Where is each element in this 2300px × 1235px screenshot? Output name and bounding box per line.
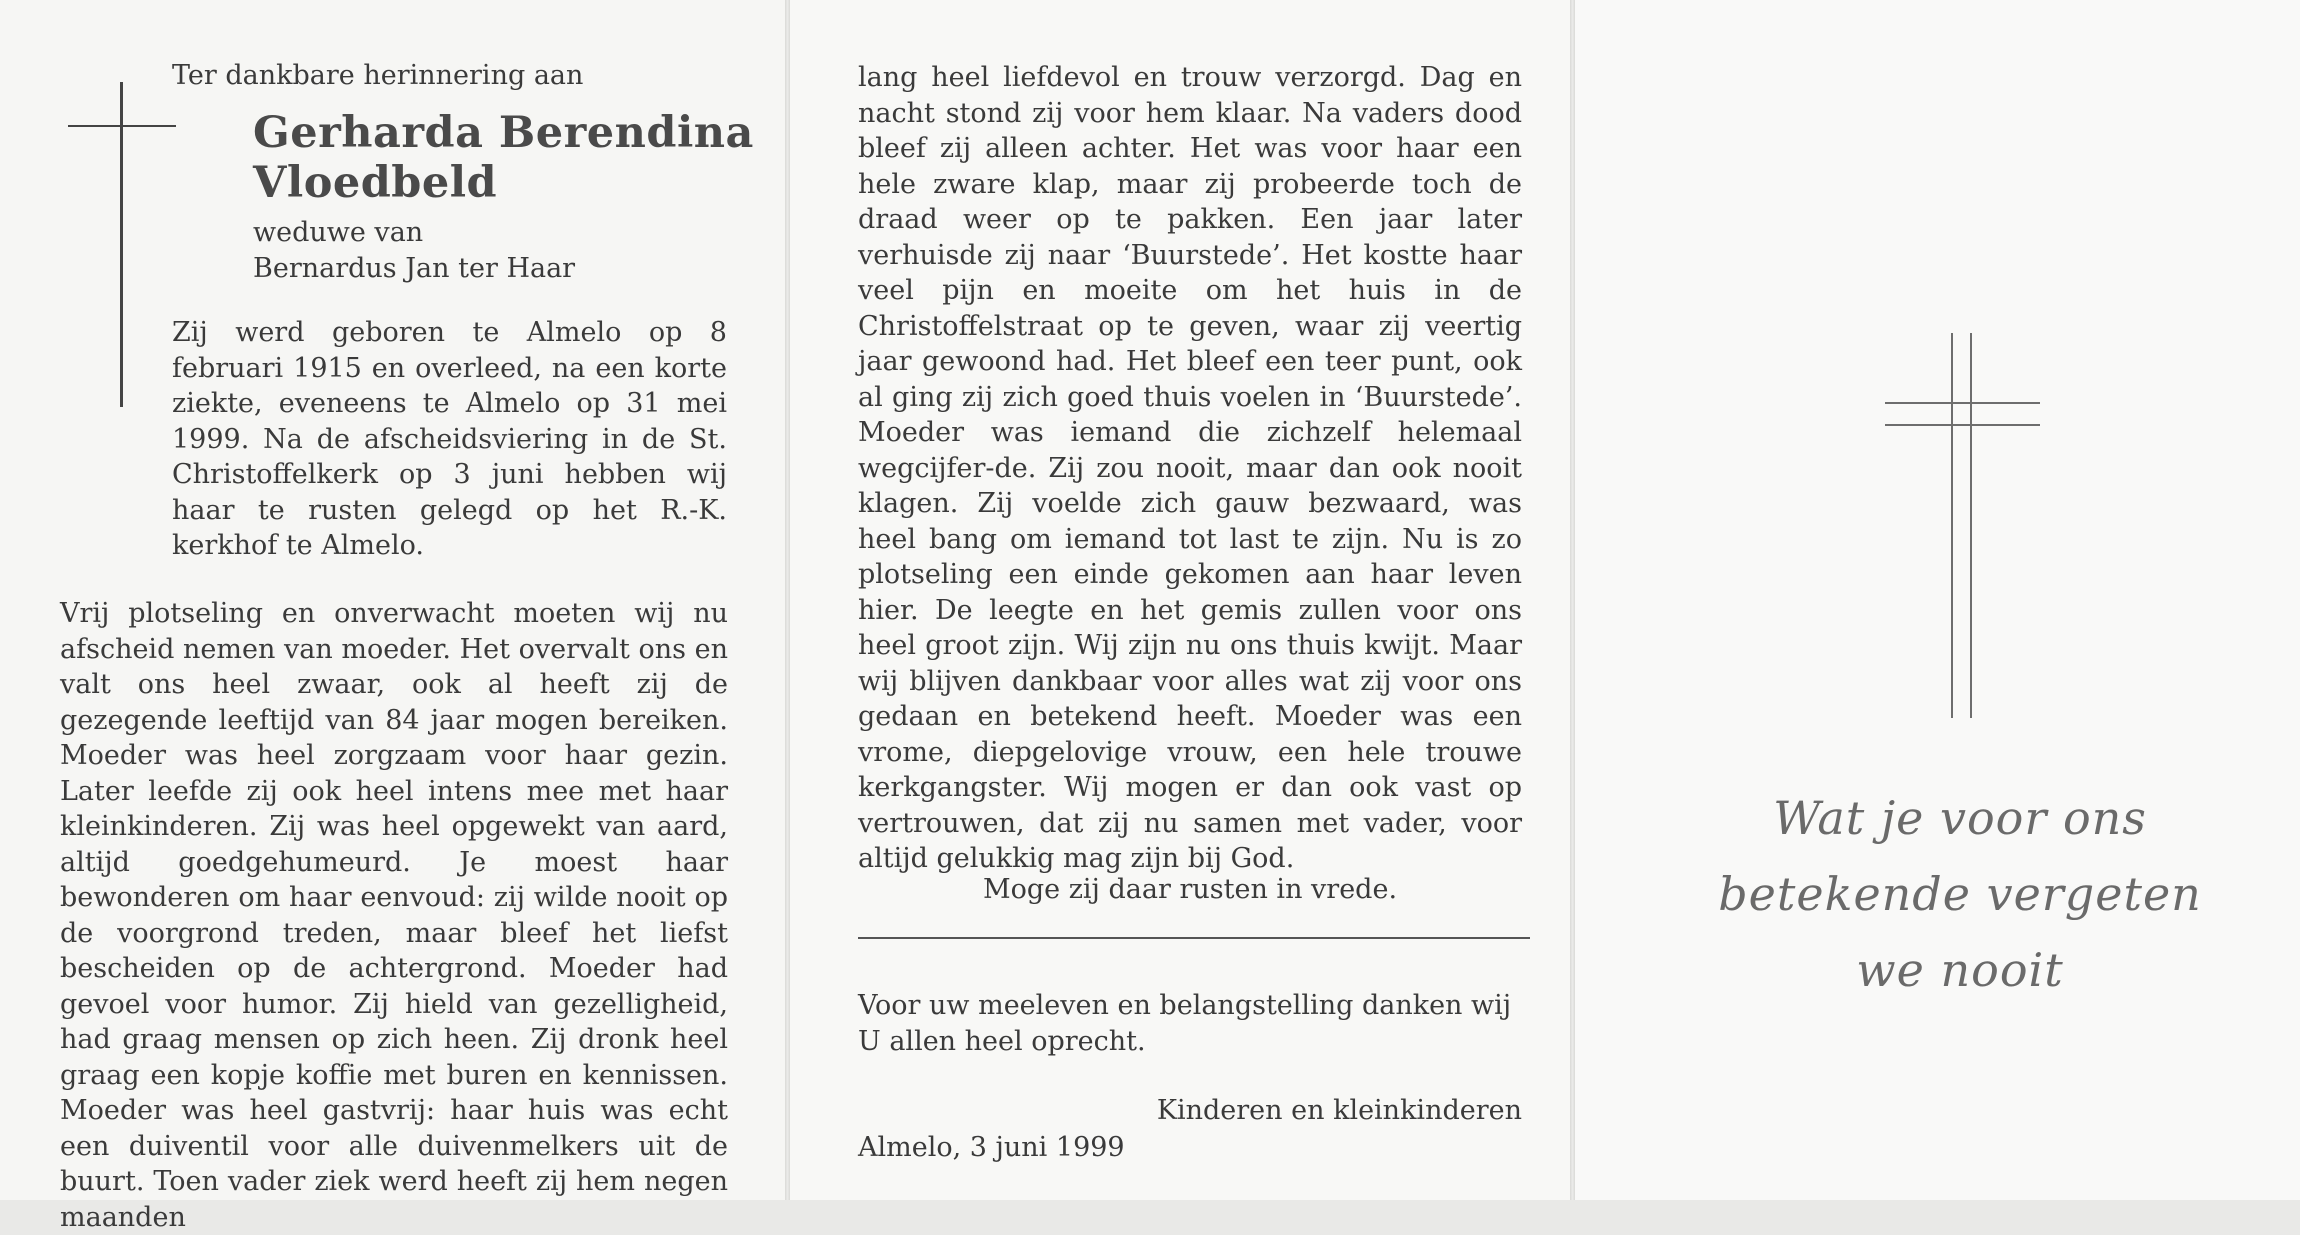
memorial-motto bbox=[1700, 780, 2220, 1008]
place-date: Almelo, 3 juni 1999 bbox=[858, 1132, 1125, 1163]
double-cross-icon bbox=[1951, 333, 1953, 718]
right-panel bbox=[1575, 0, 2300, 1200]
rest-in-peace: Moge zij daar rusten in vrede. bbox=[982, 874, 1398, 905]
widow-of bbox=[253, 215, 753, 286]
cross-icon-vertical bbox=[120, 82, 123, 407]
signature: Kinderen en kleinkinderen bbox=[1156, 1095, 1522, 1126]
fold-line bbox=[785, 0, 790, 1200]
fold-line bbox=[1570, 0, 1575, 1200]
tribute-text-part-2: lang heel liefdevol en trouw verzorgd. Dag en nacht stond zij voor hem klaar. Na vaders dood bleef zij alleen achter. Het was voor haar een hele zware klap, maar zij probeerde toch de draad weer op te pakken. Een jaar later verhuisde zij naar ‘Buurstede’. Het kostte haar veel pijn en moeite om het huis in de Christoffelstraat op te geven, waar zij veertig jaar gewoond had. Het bleef een teer punt, ook al ging zij zich goed thuis voelen in ‘Buurstede’. Moeder was iemand die zichzelf helemaal wegcijfer-de. Zij zou nooit, maar dan ook nooit klagen. Zij voelde zich gauw bezwaard, was heel bang om iemand tot last te zijn. Nu is zo plotseling een einde gekomen aan haar leven hier. De leegte en het gemis zullen voor ons heel groot zijn. Wij zijn nu ons thuis kwijt. Maar wij blijven dankbaar voor alles wat zij voor ons gedaan en betekend heeft. Moeder was een vrome, diepgelovige vrouw, een hele trouwe kerkgangster. Wij mogen er dan ook vast op vertrouwen, dat zij nu samen met vader, voor altijd gelukkig mag zijn bij God. bbox=[858, 62, 1522, 874]
tribute-text-part-1: Vrij plotseling en onverwacht moeten wij nu afscheid nemen van moeder. Het overvalt ons en valt ons heel zwaar, ook al heeft zij de gezegende leeftijd van 84 jaar mogen bereiken. Moeder was heel zorgzaam voor haar gezin. Later leefde zij ook heel intens mee met haar kleinkinderen. Zij was heel opgewekt van aard, altijd goedgehumeurd. Je moest haar bewonderen om haar eenvoud: zij wilde nooit op de voorgrond treden, maar bleef het liefst bescheiden op de achtergrond. Moeder had gevoel voor humor. Zij hield van gezelligheid, had graag mensen op zich heen. Zij dronk heel graag een kopje koffie met buren en kennissen. Moeder was heel gastvrij: haar huis was echt een duiventil voor alle duivenmelkers uit de buurt. Toen vader ziek werd heeft zij hem negen maanden bbox=[60, 598, 728, 1233]
divider bbox=[858, 937, 1530, 939]
motto-line-2: betekende vergeten bbox=[1718, 867, 2202, 921]
life-facts: Zij werd geboren te Almelo op 8 februari 1915 en overleed, na een korte ziekte, eveneens te Almelo op 31 mei 1999. Na de afscheidsviering in de St. Christoffelkerk op 3 juni hebben wij haar te rusten gelegd op het R.-K. kerkhof te Almelo. bbox=[172, 317, 727, 561]
double-cross-icon bbox=[1885, 402, 2040, 404]
name-line-2: Vloedbeld bbox=[253, 158, 498, 208]
motto-line-3: we nooit bbox=[1856, 943, 2064, 997]
widow-label: weduwe van bbox=[253, 217, 424, 248]
double-cross-icon bbox=[1885, 424, 2040, 426]
name-line-1: Gerharda Berendina bbox=[253, 108, 754, 158]
motto-line-1: Wat je voor ons bbox=[1773, 791, 2147, 845]
cross-icon-horizontal bbox=[68, 125, 176, 127]
spouse-name: Bernardus Jan ter Haar bbox=[253, 252, 576, 284]
double-cross-icon bbox=[1970, 333, 1972, 718]
thanks-text: Voor uw meeleven en belangstelling danken wij U allen heel oprecht. bbox=[858, 990, 1512, 1057]
deceased-name bbox=[253, 108, 773, 208]
intro-text: Ter dankbare herinnering aan bbox=[172, 60, 584, 91]
